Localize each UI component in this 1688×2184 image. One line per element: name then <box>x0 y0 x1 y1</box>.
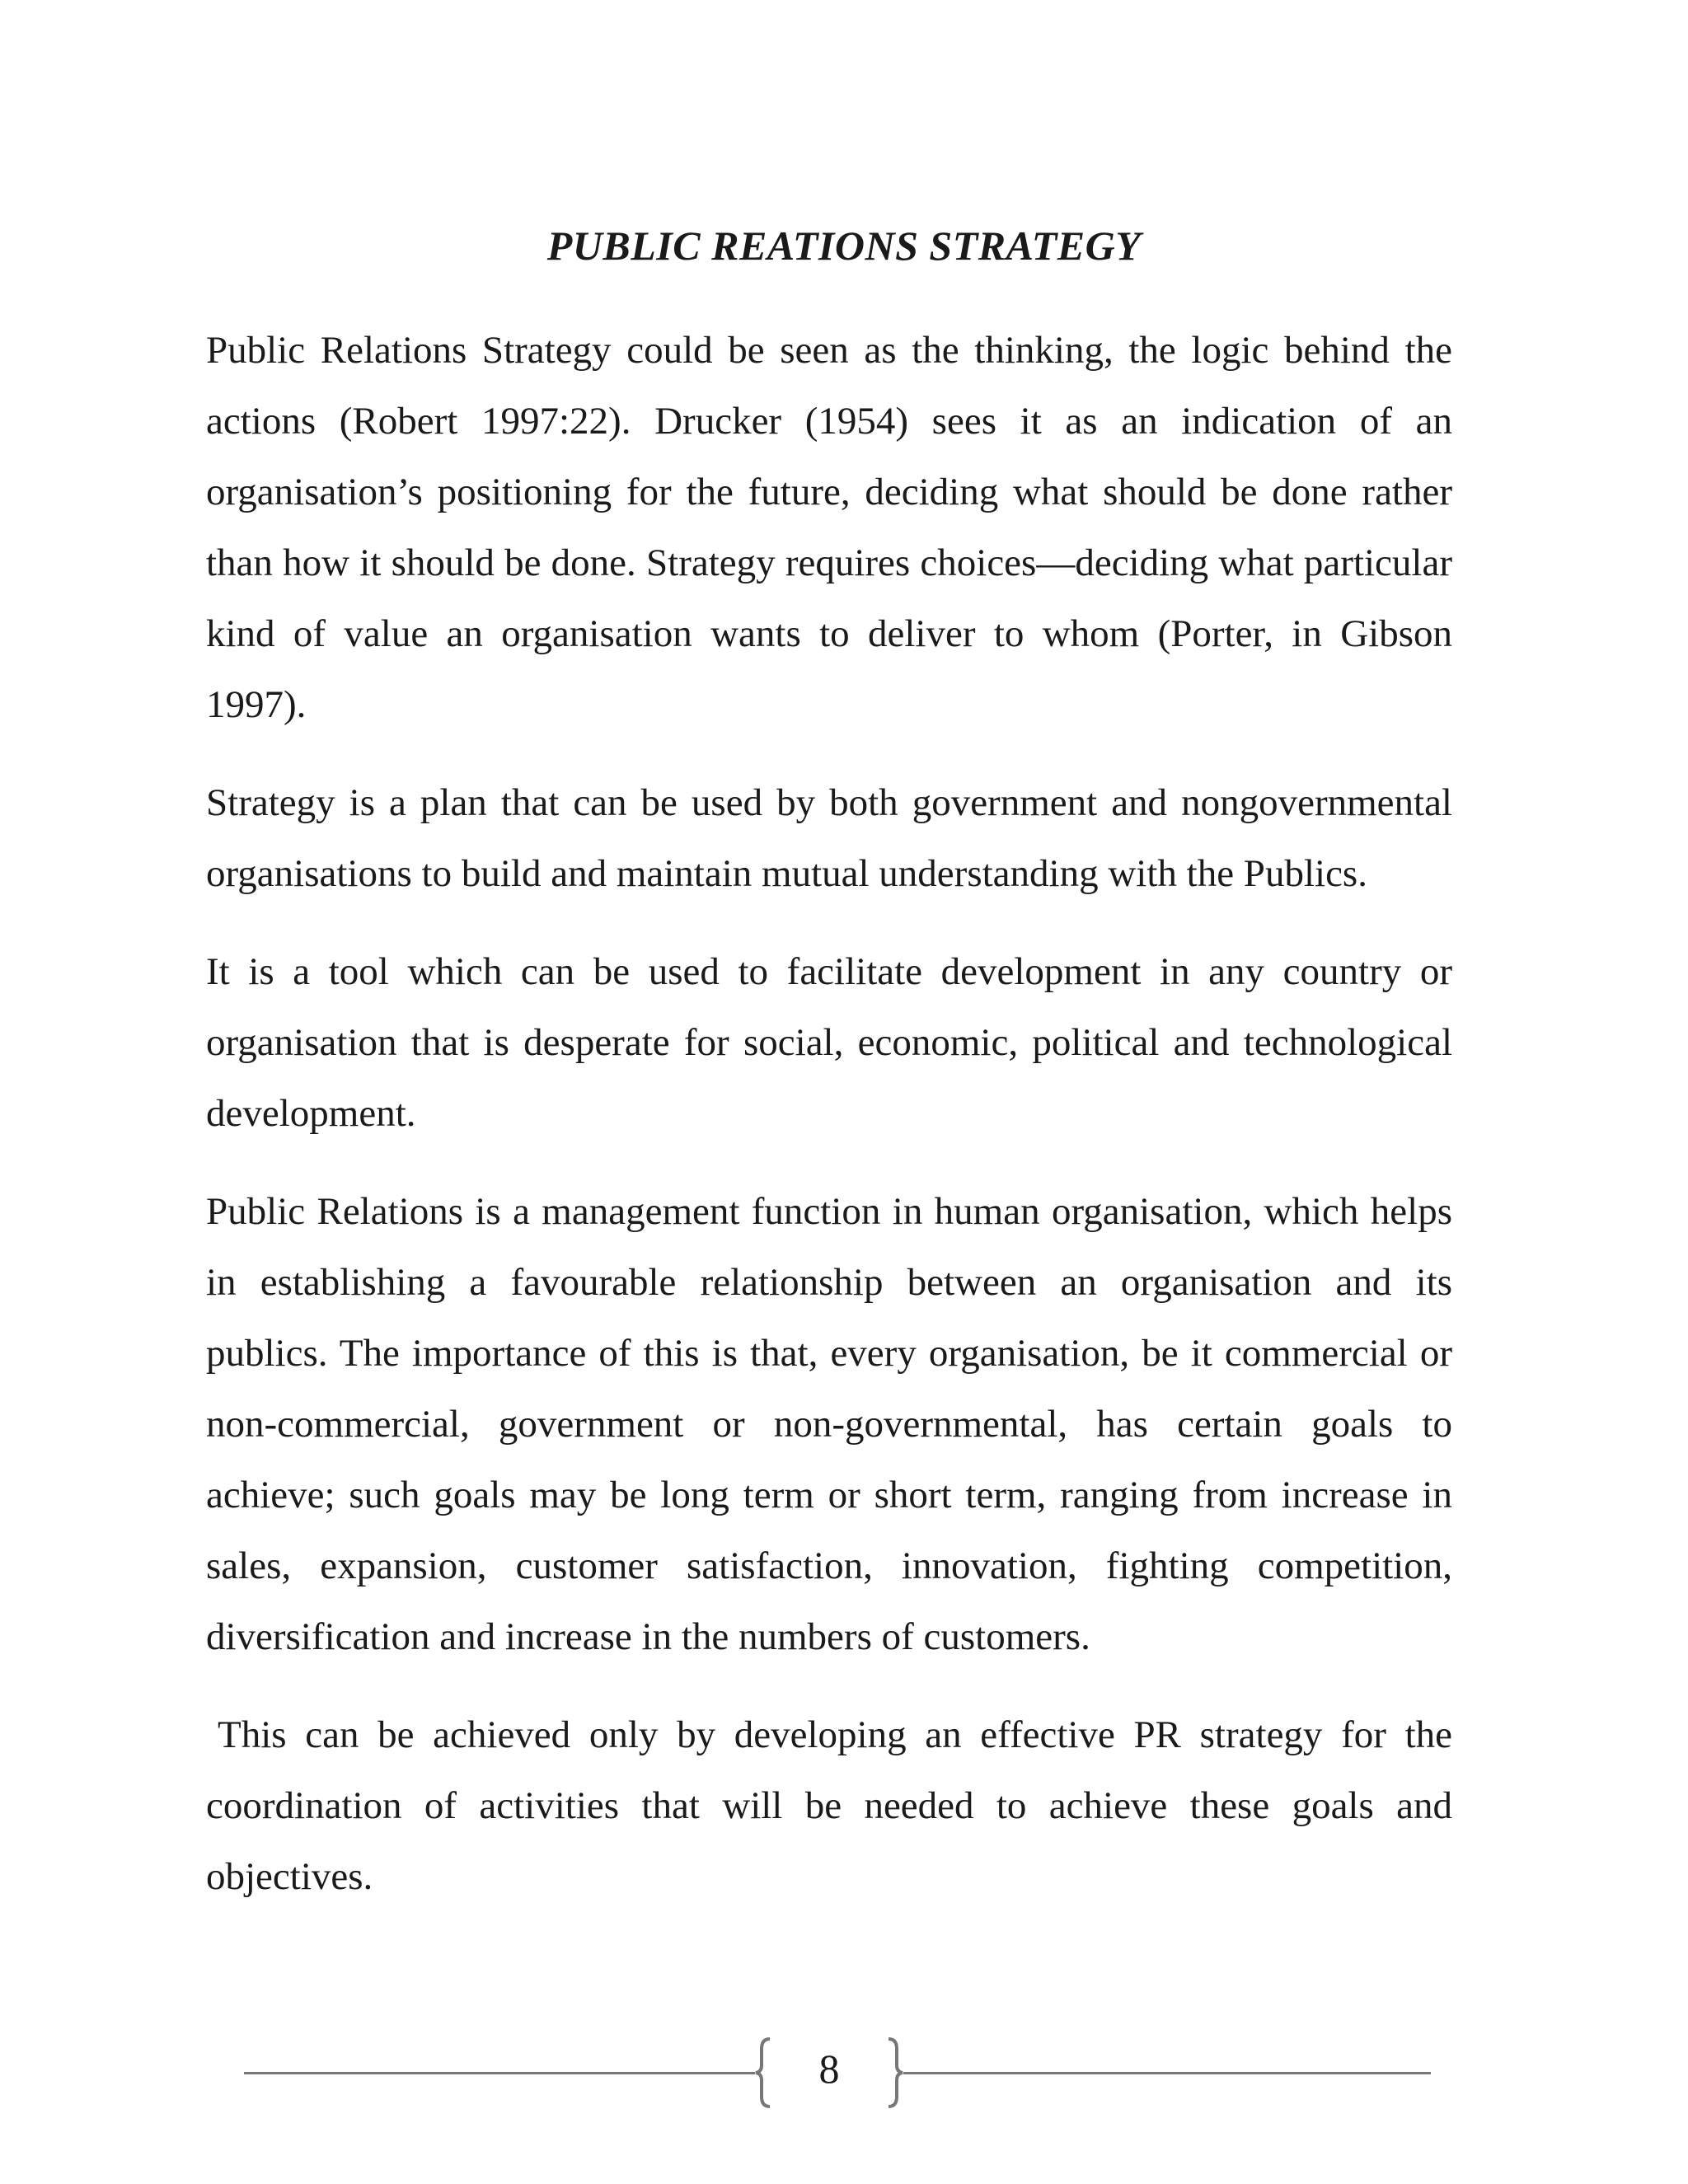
left-brace-icon <box>753 2036 773 2110</box>
paragraph-strategy-definition: Public Relations Strategy could be seen as the thinking, the logic behind the actions (Robert 1997:22). Drucker (1954) sees it as an indication of an organisation’s positioning for the future, deciding what should be done rather than how it should be done. Strategy requires choices—deciding what particular kind of value an organisation wants to deliver to whom (Porter, in Gibson 1997). <box>206 329 1452 726</box>
paragraph-strategy-plan: Strategy is a plan that can be used by both government and nongovernmental organisations to build and maintain mutual understanding with the Publics. <box>206 781 1452 895</box>
document-body <box>206 315 1452 1939</box>
paragraph-development-tool: It is a tool which can be used to facilitate development in any country or organisation that is desperate for social, economic, political and technological development. <box>206 950 1452 1135</box>
page-title: PUBLIC REATIONS STRATEGY <box>546 223 1142 269</box>
page-number: 8 <box>818 2046 840 2092</box>
footer-rule-left <box>244 2072 755 2074</box>
right-brace-icon <box>885 2036 905 2110</box>
paragraph-effective-strategy: This can be achieved only by developing an effective PR strategy for the coordination of activities that will be needed to achieve these goals and objectives. <box>206 1713 1452 1898</box>
footer-rule-right <box>903 2072 1431 2074</box>
page-footer <box>244 2036 1431 2110</box>
paragraph-management-function: Public Relations is a management function in human organisation, which helps in establishing a favourable relationship between an organisation and its publics. The importance of this is that, every organisation, be it commercial or non-commercial, government or non-governmental, has certain goals to achieve; such goals may be long term or short term, ranging from increase in sales, expansion, customer satisfaction, innovation, fighting competition, diversification and increase in the numbers of customers. <box>206 1190 1452 1658</box>
